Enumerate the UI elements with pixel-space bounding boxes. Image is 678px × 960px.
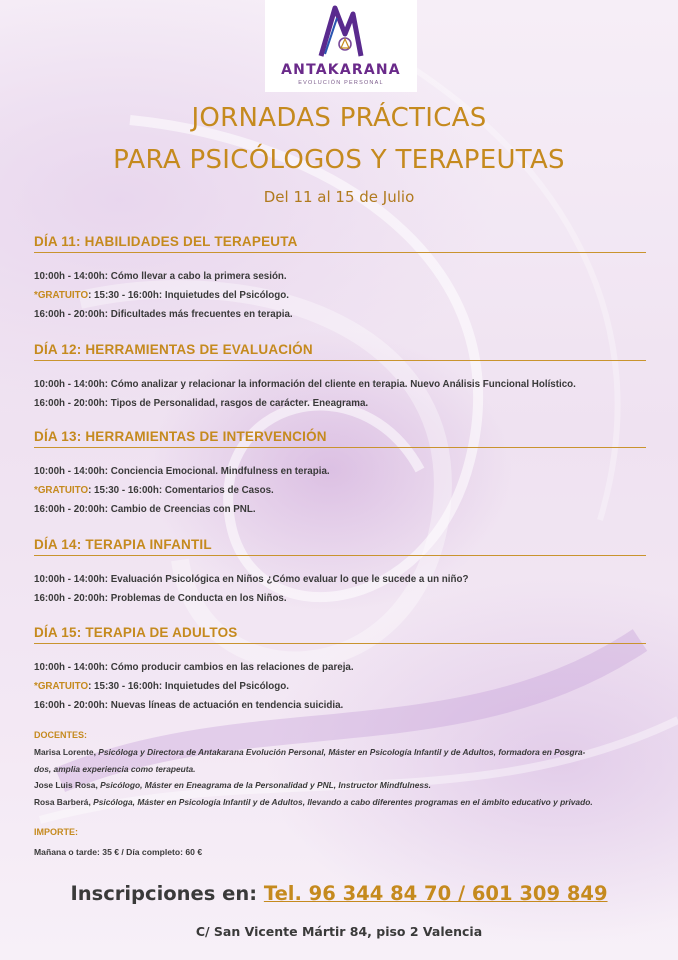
schedule-line: *GRATUITO: 15:30 - 16:00h: Inquietudes del Psicólogo. xyxy=(34,681,289,692)
day-heading: DÍA 13: HERRAMIENTAS DE INTERVENCIÓN xyxy=(34,429,646,448)
schedule-line: 16:00h - 20:00h: Nuevas líneas de actuación en tendencia suicidia. xyxy=(34,700,344,711)
schedule-line: 10:00h - 14:00h: Conciencia Emocional. Mindfulness en terapia. xyxy=(34,466,330,477)
schedule-line: *GRATUITO: 15:30 - 16:00h: Inquietudes del Psicólogo. xyxy=(34,290,289,301)
teacher-entry: Jose Luis Rosa, Psicólogo, Máster en Eneagrama de la Personalidad y PNL, Instructor Mindfulness. xyxy=(34,780,431,790)
day-heading: DÍA 15: TERAPIA DE ADULTOS xyxy=(34,625,646,644)
schedule-line: 16:00h - 20:00h: Cambio de Creencias con PNL. xyxy=(34,504,256,515)
brand-tagline: EVOLUCIÓN PERSONAL xyxy=(298,80,384,86)
day-heading: DÍA 11: HABILIDADES DEL TERAPEUTA xyxy=(34,234,646,253)
schedule-line: 10:00h - 14:00h: Cómo analizar y relacionar la información del cliente en terapia. Nuevo Análisis Funcional Holístico. xyxy=(34,379,576,390)
teacher-entry-continued: dos, amplia experiencia como terapeuta. xyxy=(34,763,196,774)
schedule-line: *GRATUITO: 15:30 - 16:00h: Comentarios de Casos. xyxy=(34,485,274,496)
free-label: *GRATUITO xyxy=(34,485,89,496)
teachers-section xyxy=(34,730,646,810)
schedule-line: 16:00h - 20:00h: Dificultades más frecuentes en terapia. xyxy=(34,309,293,320)
free-label: *GRATUITO xyxy=(34,290,89,301)
teacher-entry: Marisa Lorente, Psicóloga y Directora de Antakarana Evolución Personal, Máster en Psicología Infantil y de Adultos, formadora en Posgra- xyxy=(34,747,586,757)
day-heading: DÍA 14: TERAPIA INFANTIL xyxy=(34,537,646,556)
schedule-line: 10:00h - 14:00h: Cómo llevar a cabo la primera sesión. xyxy=(34,271,287,282)
event-dates: Del 11 al 15 de Julio xyxy=(263,188,415,206)
registration-label: Inscripciones en: xyxy=(70,882,264,905)
price-label: IMPORTE: xyxy=(34,827,78,837)
brand-logo xyxy=(265,0,417,92)
antakarana-logo-icon xyxy=(315,4,367,60)
schedule-line: 10:00h - 14:00h: Evaluación Psicológica en Niños ¿Cómo evaluar lo que le sucede a un niño? xyxy=(34,574,469,585)
price-text: Mañana o tarde: 35 € / Día completo: 60 € xyxy=(34,847,203,857)
day-section xyxy=(34,342,646,409)
teacher-entry: Rosa Barberá, Psicóloga, Máster en Psicología Infantil y de Adultos, llevando a cabo diferentes programas en el ámbito educativo y privado. xyxy=(34,796,593,807)
day-section xyxy=(34,625,646,711)
day-section xyxy=(34,429,646,515)
schedule-line: 16:00h - 20:00h: Tipos de Personalidad, rasgos de carácter. Eneagrama. xyxy=(34,398,369,409)
registration-phones-link[interactable]: Tel. 96 344 84 70 / 601 309 849 xyxy=(263,882,608,905)
day-section xyxy=(34,537,646,604)
registration-line xyxy=(0,882,678,905)
schedule-line: 16:00h - 20:00h: Problemas de Conducta en los Niños. xyxy=(34,593,287,604)
page-title-line-2: PARA PSICÓLOGOS Y TERAPEUTAS xyxy=(113,145,565,175)
day-section xyxy=(34,234,646,320)
free-label: *GRATUITO xyxy=(34,681,89,692)
address: C/ San Vicente Mártir 84, piso 2 Valencia xyxy=(195,924,483,939)
schedule-line: 10:00h - 14:00h: Cómo producir cambios en las relaciones de pareja. xyxy=(34,662,354,673)
brand-name: ANTAKARANA xyxy=(281,62,401,78)
page-title-line-1: JORNADAS PRÁCTICAS xyxy=(191,103,487,133)
day-heading: DÍA 12: HERRAMIENTAS DE EVALUACIÓN xyxy=(34,342,646,361)
teachers-label: DOCENTES: xyxy=(34,730,88,740)
